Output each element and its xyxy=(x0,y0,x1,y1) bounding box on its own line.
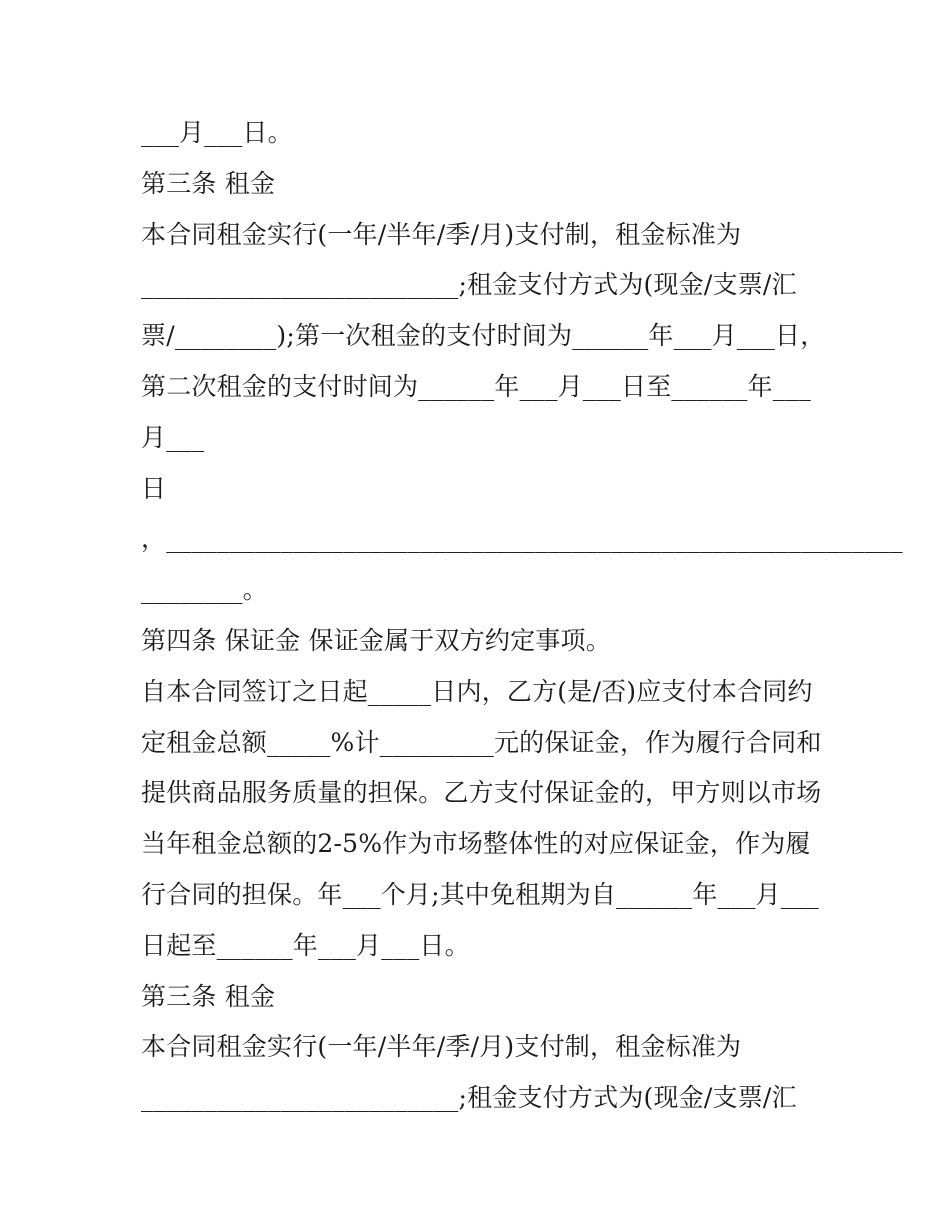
text-line: 行合同的担保。年___个月;其中免租期为自______年___月___ xyxy=(141,879,819,909)
document-body xyxy=(141,108,903,1124)
text-line: ___月___日。 xyxy=(141,118,293,147)
section-heading: 第三条 租金 xyxy=(141,168,276,198)
text-line: 自本合同签订之日起_____日内，乙方(是/否)应支付本合同约 xyxy=(141,676,813,706)
text-line: ________。 xyxy=(141,575,268,605)
text-line: 本合同租金实行(一年/半年/季/月)支付制，租金标准为 xyxy=(141,1032,742,1062)
text-line: 当年租金总额的2-5%作为市场整体性的对应保证金，作为履 xyxy=(141,829,811,859)
text-line: 月___ xyxy=(141,422,205,452)
section-heading: 第四条 保证金 保证金属于双方约定事项。 xyxy=(141,625,611,655)
text-line: 定租金总额_____%计_________元的保证金，作为履行合同和 xyxy=(141,727,822,757)
text-line: 第二次租金的支付时间为______年___月___日至______年___ xyxy=(141,371,811,401)
text-line: 票/________);第一次租金的支付时间为______年___月___日， xyxy=(141,321,826,351)
section-heading: 第三条 租金 xyxy=(141,981,276,1011)
text-line: 本合同租金实行(一年/半年/季/月)支付制，租金标准为 xyxy=(141,219,742,249)
text-line: 提供商品服务质量的担保。乙方支付保证金的，甲方则以市场 xyxy=(141,778,822,808)
text-line: _________________________;租金支付方式为(现金/支票/汇 xyxy=(141,1083,797,1113)
text-line: _________________________;租金支付方式为(现金/支票/汇 xyxy=(141,270,797,300)
text-line: 日 xyxy=(141,473,167,503)
text-line: 日起至______年___月___日。 xyxy=(141,930,470,960)
text-line: ，__________________________________________________________ xyxy=(141,524,903,554)
